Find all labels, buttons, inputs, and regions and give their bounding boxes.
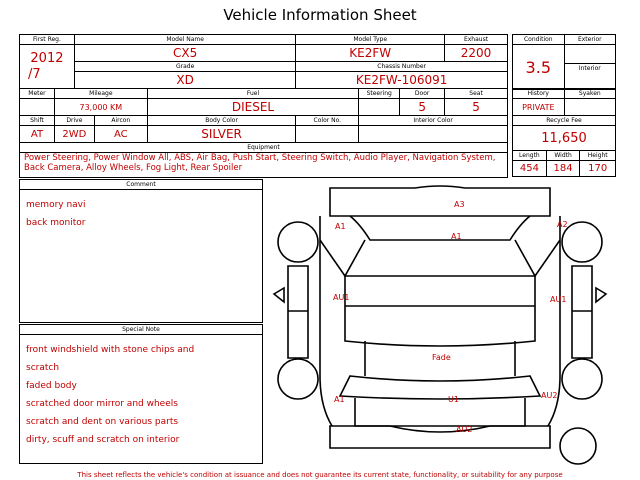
spare-wheel [560, 428, 596, 464]
exterior-value [564, 45, 615, 64]
width-label: Width [546, 151, 580, 161]
fuel-label: Fuel [147, 89, 359, 99]
damage-au1-left: AU1 [333, 293, 350, 302]
comment-line: back monitor [26, 218, 86, 228]
exhaust-label: Exhaust [445, 35, 508, 45]
damage-a2-right-front: A2 [557, 220, 568, 229]
special-note-line: faded body [26, 381, 77, 391]
seat-label: Seat [445, 89, 508, 99]
windshield [345, 240, 535, 276]
damage-fade: Fade [432, 353, 451, 362]
comment-lines [20, 190, 262, 239]
first-reg-month: /7 [28, 66, 41, 82]
color-no-value [296, 126, 359, 143]
comment-label: Comment [20, 180, 262, 190]
damage-a1-left-front: A1 [335, 222, 346, 231]
left-mirror [274, 288, 284, 302]
special-note-line: scratched door mirror and wheels [26, 399, 178, 409]
damage-au2-back: AU2 [456, 425, 473, 434]
aircon-value: AC [94, 126, 147, 143]
rear-body [355, 395, 525, 426]
wheel-rear-right [562, 359, 602, 399]
drive-value: 2WD [54, 126, 94, 143]
steering-label: Steering [359, 89, 400, 99]
history-label: History [513, 89, 565, 99]
grade-value: XD [74, 72, 295, 89]
length-value: 454 [513, 161, 547, 177]
damage-au1-right: AU1 [550, 295, 567, 304]
special-note-label: Special Note [20, 325, 262, 335]
syaken-value [564, 99, 615, 116]
equipment-label: Equipment [20, 143, 508, 153]
shift-value: AT [20, 126, 55, 143]
special-note-line: scratch [26, 363, 60, 373]
drive-label: Drive [54, 116, 94, 126]
comment-box [19, 179, 263, 323]
meter-value [20, 99, 55, 116]
recycle-fee-label: Recycle Fee [513, 116, 616, 126]
model-type-value: KE2FW [296, 45, 445, 62]
seat-value: 5 [445, 99, 508, 116]
condition-label: Condition [513, 35, 565, 45]
exterior-label: Exterior [564, 35, 615, 45]
sheet-title: Vehicle Information Sheet [223, 6, 417, 24]
height-label: Height [580, 151, 616, 161]
condition-table [512, 34, 616, 90]
first-reg-year: 2012 [30, 50, 64, 66]
door-label: Door [400, 89, 445, 99]
history-table [512, 88, 616, 177]
door-value: 5 [400, 99, 445, 116]
special-note-line: dirty, scuff and scratch on interior [26, 435, 180, 445]
rear-bumper [330, 426, 550, 448]
damage-a1-hood: A1 [451, 232, 462, 241]
roof [345, 276, 535, 346]
special-note-line: scratch and dent on various parts [26, 417, 179, 427]
body-color-value: SILVER [147, 126, 296, 143]
front-bumper [330, 186, 550, 216]
meter-label: Meter [20, 89, 55, 99]
model-name-value: CX5 [74, 45, 295, 62]
aircon-label: Aircon [94, 116, 147, 126]
rear-window [340, 376, 540, 399]
comment-line: memory navi [26, 200, 86, 210]
mileage-value: 73,000 KM [54, 99, 147, 116]
color-no-label: Color No. [296, 116, 359, 126]
chassis-number-value: KE2FW-106091 [296, 72, 508, 89]
width-value: 184 [546, 161, 580, 177]
special-note-lines [20, 335, 262, 456]
shift-label: Shift [20, 116, 55, 126]
damage-a1-left-rear: A1 [334, 395, 345, 404]
syaken-label: Syaken [564, 89, 615, 99]
damage-u1-rear: U1 [448, 395, 459, 404]
damage-a3: A3 [454, 200, 465, 209]
exhaust-value: 2200 [445, 45, 508, 62]
special-note-box [19, 324, 263, 464]
first-reg-label: First Reg. [20, 35, 75, 45]
wheel-front-left [278, 222, 318, 262]
body-color-label: Body Color [147, 116, 296, 126]
model-name-label: Model Name [74, 35, 295, 45]
equipment-value: Power Steering, Power Window All, ABS, Air Bag, Push Start, Steering Switch, Audio Player, Navigation System, Back Camera, Alloy Wheels, Fog Light, Rear Spoiler [20, 153, 508, 178]
vehicle-info-table [19, 34, 508, 89]
damage-au2-right-rear: AU2 [541, 391, 558, 400]
disclaimer-footer: This sheet reflects the vehicle's condition at issuance and does not guarantee its current state, functionality, or suitability for any purpose [77, 471, 563, 479]
first-reg-value [20, 45, 75, 89]
wheel-rear-left [278, 359, 318, 399]
height-value: 170 [580, 161, 616, 177]
recycle-fee-value: 11,650 [513, 126, 616, 151]
chassis-number-label: Chassis Number [296, 62, 508, 72]
model-type-label: Model Type [296, 35, 445, 45]
interior-label: Interior [564, 64, 615, 90]
wheel-front-right [562, 222, 602, 262]
right-mirror [596, 288, 606, 302]
interior-color-label: Interior Color [359, 116, 508, 126]
vehicle-details-table [19, 88, 508, 178]
length-label: Length [513, 151, 547, 161]
right-outer-panel [572, 266, 592, 358]
interior-color-value [359, 126, 508, 143]
fuel-value: DIESEL [147, 99, 359, 116]
history-value: PRIVATE [513, 99, 565, 116]
left-outer-panel [288, 266, 308, 358]
hood [350, 216, 530, 240]
grade-label: Grade [74, 62, 295, 72]
steering-value [359, 99, 400, 116]
special-note-line: front windshield with stone chips and [26, 345, 195, 355]
mileage-label: Mileage [54, 89, 147, 99]
condition-value: 3.5 [513, 45, 565, 90]
